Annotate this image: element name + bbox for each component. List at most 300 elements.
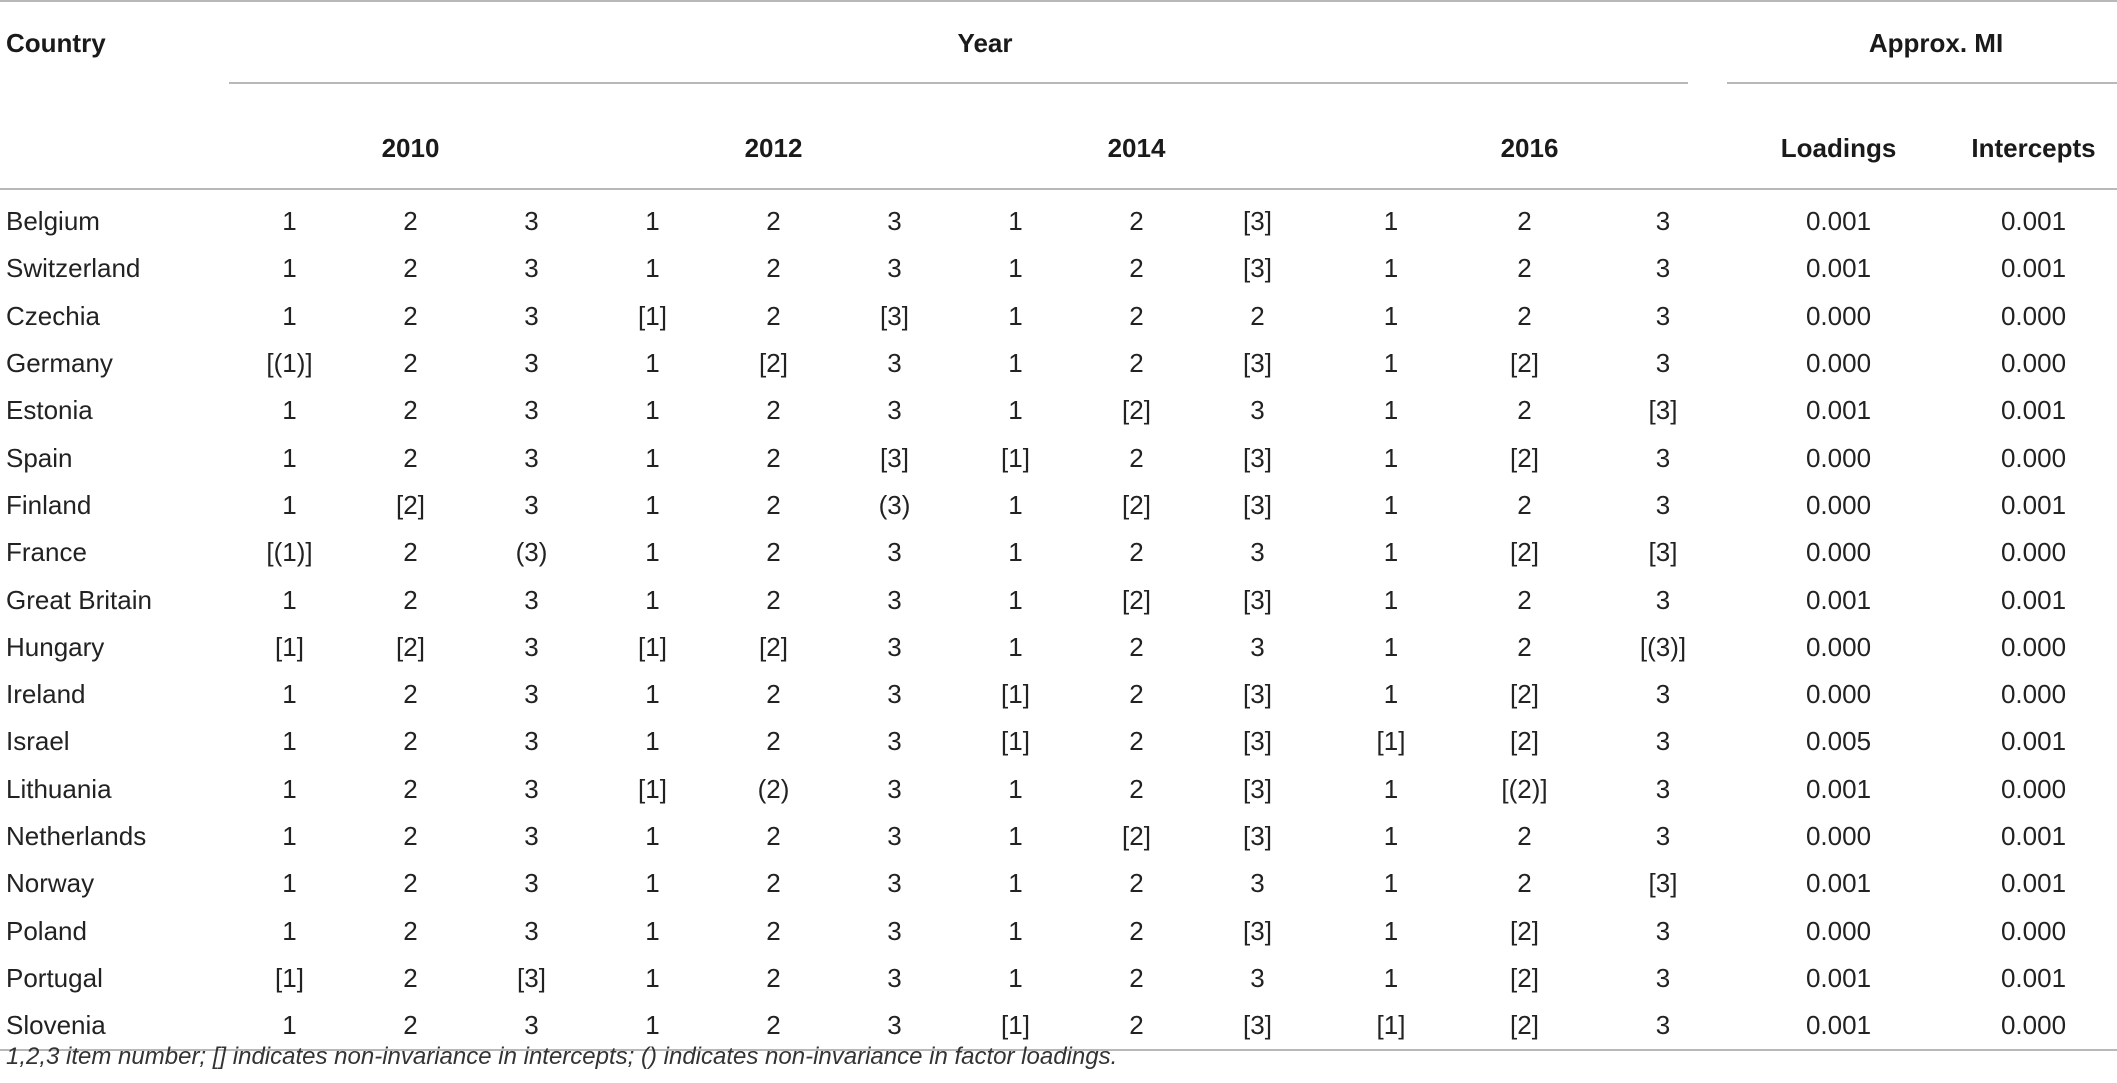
item-cell: 1 — [1383, 537, 1399, 568]
item-cell: 3 — [1655, 773, 1671, 804]
item-cell: 1 — [282, 300, 297, 331]
country-cell: Netherlands — [6, 821, 147, 851]
table-row — [0, 955, 2117, 1002]
item-cell: 1 — [645, 915, 660, 946]
item-cell: 2 — [1129, 442, 1144, 473]
country-cell: Switzerland — [6, 253, 141, 284]
loadings-cell: 0.005 — [1805, 726, 1872, 757]
item-cell: 2 — [766, 1010, 781, 1041]
item-cell: [3] — [517, 962, 546, 993]
item-cell: 1 — [282, 206, 297, 237]
table-row — [0, 245, 2117, 292]
item-cell: 1 — [282, 868, 297, 899]
item-cell: 3 — [524, 773, 539, 804]
country-cell: Ireland — [6, 679, 86, 710]
item-cell: 2 — [1129, 962, 1144, 993]
loadings-cell: 0.000 — [1805, 915, 1872, 946]
loadings-cell: 0.001 — [1805, 395, 1872, 426]
country-cell: Portugal — [6, 962, 103, 993]
item-cell: 3 — [1250, 395, 1265, 426]
item-cell: 1 — [1008, 395, 1023, 426]
country-cell: Israel — [6, 726, 70, 757]
item-cell: [2] — [1510, 726, 1539, 757]
item-cell: 2 — [1129, 868, 1144, 899]
item-cell: 1 — [1383, 679, 1399, 710]
item-cell: 2 — [403, 962, 418, 993]
item-cell: 3 — [524, 821, 539, 851]
item-cell: 2 — [766, 537, 781, 568]
item-cell: 3 — [524, 253, 539, 284]
item-cell: 1 — [282, 395, 297, 426]
item-cell: [3] — [880, 442, 909, 473]
item-cell: 2 — [403, 915, 418, 946]
item-cell: 1 — [645, 253, 660, 284]
header-row-1 — [0, 1, 2117, 108]
item-cell: 2 — [403, 679, 418, 710]
intercepts-cell: 0.000 — [2000, 300, 2067, 331]
country-cell: Estonia — [6, 395, 93, 426]
item-cell: 2 — [1129, 915, 1144, 946]
item-cell: 1 — [1383, 253, 1399, 284]
table-row — [0, 860, 2117, 907]
item-cell: 2 — [766, 726, 781, 757]
item-cell: [2] — [1510, 442, 1539, 473]
item-cell: 2 — [403, 442, 418, 473]
table-row — [0, 434, 2117, 481]
item-cell: 2 — [766, 868, 781, 899]
item-cell: 2 — [1517, 868, 1532, 899]
item-cell: 1 — [1383, 915, 1399, 946]
item-cell: 3 — [1655, 206, 1671, 237]
item-cell: 3 — [887, 348, 902, 379]
country-cell: Hungary — [6, 631, 105, 662]
item-cell: 1 — [645, 395, 660, 426]
item-cell: 3 — [1655, 300, 1671, 331]
loadings-cell: 0.001 — [1805, 773, 1872, 804]
item-cell: [2] — [1510, 962, 1539, 993]
item-cell: 2 — [1517, 395, 1532, 426]
item-cell: [3] — [1243, 253, 1272, 284]
item-cell: [3] — [1243, 348, 1272, 379]
year-2016-header: 2016 — [1500, 132, 1559, 163]
loadings-cell: 0.001 — [1805, 868, 1872, 899]
item-cell: 1 — [1383, 442, 1399, 473]
item-cell: 1 — [1383, 489, 1399, 520]
item-cell: 3 — [524, 915, 539, 946]
approx-mi-subheader-rule — [1727, 82, 2117, 84]
item-cell: [2] — [396, 489, 425, 520]
item-cell: 3 — [524, 489, 539, 520]
intercepts-cell: 0.001 — [2000, 821, 2067, 851]
item-cell: (3) — [878, 489, 911, 520]
item-cell: 1 — [282, 915, 297, 946]
table-row — [0, 766, 2117, 813]
item-cell: 2 — [766, 442, 781, 473]
item-cell: 3 — [887, 584, 902, 615]
item-cell: 2 — [1129, 773, 1144, 804]
loadings-cell: 0.000 — [1805, 348, 1872, 379]
item-cell: 1 — [282, 253, 297, 284]
item-cell: [2] — [759, 631, 788, 662]
intercepts-cell: 0.001 — [2000, 962, 2067, 993]
item-cell: [(1)] — [266, 348, 313, 379]
item-cell: 2 — [1129, 1010, 1144, 1041]
item-cell: 1 — [645, 868, 660, 899]
item-cell: [2] — [1510, 679, 1539, 710]
item-cell: [3] — [1243, 726, 1272, 757]
loadings-cell: 0.001 — [1805, 584, 1872, 615]
item-cell: 3 — [1250, 631, 1265, 662]
item-cell: [2] — [1510, 1010, 1539, 1041]
table-row — [0, 624, 2117, 671]
country-cell: Lithuania — [6, 773, 112, 804]
item-cell: 1 — [645, 726, 660, 757]
year-header: Year — [957, 28, 1013, 58]
item-cell: 3 — [887, 537, 902, 568]
item-cell: 2 — [1517, 253, 1532, 284]
country-cell: France — [6, 537, 87, 568]
table-row — [0, 387, 2117, 434]
item-cell: [(3)] — [1639, 631, 1687, 662]
item-cell: 2 — [1129, 631, 1144, 662]
loadings-cell: 0.000 — [1805, 442, 1872, 473]
item-cell: 2 — [766, 679, 781, 710]
item-cell: 1 — [1008, 348, 1023, 379]
item-cell: 3 — [1655, 489, 1671, 520]
intercepts-cell: 0.000 — [2000, 631, 2067, 662]
item-cell: 2 — [403, 1010, 418, 1041]
item-cell: 1 — [1008, 962, 1023, 993]
item-cell: 1 — [282, 1010, 297, 1041]
item-cell: 2 — [403, 773, 418, 804]
loadings-cell: 0.000 — [1805, 537, 1872, 568]
item-cell: 3 — [524, 584, 539, 615]
item-cell: [1] — [275, 962, 304, 993]
country-cell: Slovenia — [6, 1010, 106, 1041]
country-cell: Norway — [6, 868, 95, 899]
item-cell: 2 — [1517, 489, 1532, 520]
item-cell: 1 — [282, 821, 297, 851]
item-cell: 2 — [403, 206, 418, 237]
item-cell: [1] — [638, 773, 667, 804]
item-cell: [3] — [1243, 1010, 1272, 1041]
item-cell: 1 — [1008, 773, 1023, 804]
item-cell: [2] — [1122, 489, 1151, 520]
item-cell: 1 — [645, 489, 660, 520]
item-cell: 3 — [1250, 537, 1265, 568]
intercepts-cell: 0.001 — [2000, 726, 2067, 757]
item-cell: 2 — [403, 300, 418, 331]
loadings-cell: 0.000 — [1805, 489, 1872, 520]
item-cell: 3 — [524, 300, 539, 331]
table-row — [0, 529, 2117, 576]
item-cell: 1 — [645, 206, 660, 237]
year-2010-header: 2010 — [381, 132, 440, 163]
item-cell: (3) — [515, 537, 548, 568]
year-2014-header: 2014 — [1107, 132, 1166, 163]
item-cell: 1 — [1008, 631, 1023, 662]
item-cell: 3 — [887, 962, 902, 993]
loadings-cell: 0.000 — [1805, 300, 1872, 331]
item-cell: 2 — [403, 395, 418, 426]
item-cell: 2 — [403, 253, 418, 284]
item-cell: 3 — [1655, 726, 1671, 757]
intercepts-cell: 0.000 — [2000, 442, 2067, 473]
intercepts-cell: 0.000 — [2000, 1010, 2067, 1041]
loadings-cell: 0.001 — [1805, 253, 1872, 284]
item-cell: 3 — [1655, 253, 1671, 284]
intercepts-cell: 0.001 — [2000, 584, 2067, 615]
table-row — [0, 482, 2117, 529]
table-row — [0, 340, 2117, 387]
item-cell: 1 — [1008, 489, 1023, 520]
table-footnote: 1,2,3 item number; [] indicates non-invariance in intercepts; () indicates non-invariance in factor loadings. — [6, 1043, 1118, 1070]
loadings-cell: 0.000 — [1805, 631, 1872, 662]
item-cell: [2] — [1510, 537, 1539, 568]
item-cell: 2 — [1250, 300, 1265, 331]
item-cell: [2] — [1510, 348, 1539, 379]
country-cell: Great Britain — [6, 584, 152, 615]
item-cell: [2] — [1122, 395, 1151, 426]
item-cell: 2 — [1129, 253, 1144, 284]
item-cell: 2 — [1129, 679, 1144, 710]
item-cell: 3 — [1655, 442, 1671, 473]
item-cell: 2 — [766, 206, 781, 237]
item-cell: 3 — [887, 773, 902, 804]
item-cell: [1] — [1001, 1010, 1030, 1041]
item-cell: 2 — [1129, 726, 1144, 757]
item-cell: 2 — [766, 253, 781, 284]
intercepts-cell: 0.000 — [2000, 679, 2067, 710]
item-cell: [1] — [1376, 726, 1406, 757]
item-cell: 1 — [1008, 537, 1023, 568]
item-cell: 3 — [524, 348, 539, 379]
item-cell: [3] — [1243, 821, 1272, 851]
intercepts-cell: 0.001 — [2000, 395, 2067, 426]
item-cell: 3 — [887, 679, 902, 710]
item-cell: 1 — [1383, 395, 1399, 426]
table-row — [0, 293, 2117, 340]
table-row — [0, 907, 2117, 954]
item-cell: [3] — [1243, 679, 1272, 710]
item-cell: [3] — [1648, 395, 1678, 426]
item-cell: 1 — [282, 726, 297, 757]
item-cell: 1 — [282, 773, 297, 804]
item-cell: 3 — [887, 726, 902, 757]
item-cell: 2 — [403, 726, 418, 757]
table-row — [0, 813, 2117, 860]
item-cell: [3] — [1243, 206, 1272, 237]
item-cell: 1 — [282, 489, 297, 520]
item-cell: 3 — [1250, 868, 1265, 899]
loadings-cell: 0.000 — [1805, 679, 1872, 710]
item-cell: 1 — [645, 348, 660, 379]
item-cell: 2 — [766, 915, 781, 946]
item-cell: 2 — [1129, 348, 1144, 379]
country-cell: Finland — [6, 489, 92, 520]
item-cell: 1 — [645, 537, 660, 568]
item-cell: 3 — [887, 395, 902, 426]
item-cell: [3] — [1648, 868, 1678, 899]
approx-mi-header: Approx. MI — [1868, 28, 2004, 58]
item-cell: 2 — [403, 584, 418, 615]
item-cell: 3 — [1655, 821, 1671, 851]
item-cell: 2 — [1517, 300, 1532, 331]
country-cell: Poland — [6, 915, 87, 946]
item-cell: 2 — [1517, 631, 1532, 662]
item-cell: [2] — [759, 348, 788, 379]
item-cell: 1 — [645, 821, 660, 851]
item-cell: 1 — [1008, 821, 1023, 851]
intercepts-cell: 0.000 — [2000, 537, 2067, 568]
item-cell: (2) — [757, 773, 790, 804]
item-cell: [3] — [1243, 489, 1272, 520]
item-cell: 3 — [887, 1010, 902, 1041]
item-cell: 2 — [1129, 206, 1144, 237]
item-cell: 3 — [1655, 915, 1671, 946]
intercepts-cell: 0.000 — [2000, 348, 2067, 379]
item-cell: 2 — [766, 584, 781, 615]
item-cell: 3 — [524, 442, 539, 473]
item-cell: [(2)] — [1501, 773, 1548, 804]
item-cell: [1] — [638, 631, 667, 662]
table-row — [0, 718, 2117, 765]
year-subheader-rule — [229, 82, 1688, 84]
country-header: Country — [6, 28, 106, 58]
loadings-cell: 0.001 — [1805, 962, 1872, 993]
item-cell: [1] — [1001, 442, 1030, 473]
loadings-cell: 0.000 — [1805, 821, 1872, 851]
item-cell: [3] — [1243, 584, 1272, 615]
item-cell: 1 — [282, 584, 297, 615]
item-cell: 1 — [1383, 348, 1399, 379]
loadings-cell: 0.001 — [1805, 1010, 1872, 1041]
item-cell: 1 — [1008, 868, 1023, 899]
item-cell: [1] — [1001, 726, 1030, 757]
item-cell: 1 — [645, 962, 660, 993]
item-cell: 3 — [887, 868, 902, 899]
item-cell: 3 — [524, 206, 539, 237]
item-cell: 3 — [887, 631, 902, 662]
item-cell: 3 — [887, 253, 902, 284]
item-cell: 3 — [1250, 962, 1265, 993]
item-cell: 1 — [645, 1010, 660, 1041]
item-cell: 1 — [1008, 253, 1023, 284]
item-cell: 3 — [1655, 584, 1671, 615]
item-cell: 3 — [1655, 962, 1671, 993]
item-cell: 3 — [524, 395, 539, 426]
item-cell: 2 — [766, 962, 781, 993]
year-2012-header: 2012 — [744, 132, 803, 163]
table-row — [0, 189, 2117, 245]
item-cell: [3] — [1243, 442, 1272, 473]
loadings-cell: 0.001 — [1805, 206, 1872, 237]
intercepts-header: Intercepts — [1971, 132, 2096, 163]
item-cell: 3 — [1655, 348, 1671, 379]
table-row — [0, 671, 2117, 718]
intercepts-cell: 0.001 — [2000, 206, 2067, 237]
table-row — [0, 576, 2117, 623]
item-cell: [3] — [1243, 773, 1272, 804]
intercepts-cell: 0.000 — [2000, 915, 2067, 946]
item-cell: [1] — [1001, 679, 1030, 710]
item-cell: 2 — [766, 395, 781, 426]
item-cell: 1 — [282, 442, 297, 473]
country-cell: Czechia — [6, 300, 100, 331]
item-cell: 1 — [1383, 584, 1399, 615]
item-cell: [(1)] — [266, 537, 313, 568]
item-cell: 3 — [524, 868, 539, 899]
item-cell: 3 — [1655, 679, 1671, 710]
country-cell: Belgium — [6, 206, 100, 237]
item-cell: 1 — [1383, 206, 1399, 237]
item-cell: 1 — [1008, 584, 1023, 615]
item-cell: 1 — [1008, 915, 1023, 946]
item-cell: 3 — [524, 1010, 539, 1041]
item-cell: 2 — [1517, 206, 1532, 237]
intercepts-cell: 0.001 — [2000, 489, 2067, 520]
item-cell: 1 — [1383, 631, 1399, 662]
item-cell: [1] — [1376, 1010, 1406, 1041]
item-cell: 1 — [645, 442, 660, 473]
item-cell: 2 — [766, 300, 781, 331]
item-cell: 1 — [1008, 206, 1023, 237]
item-cell: 2 — [1129, 537, 1144, 568]
item-cell: 2 — [403, 868, 418, 899]
item-cell: [3] — [880, 300, 909, 331]
item-cell: 2 — [766, 821, 781, 851]
item-cell: 2 — [766, 489, 781, 520]
item-cell: 3 — [524, 631, 539, 662]
intercepts-cell: 0.001 — [2000, 868, 2067, 899]
country-cell: Spain — [6, 442, 73, 473]
item-cell: 2 — [1517, 821, 1532, 851]
item-cell: [2] — [396, 631, 425, 662]
table-body — [0, 189, 2117, 1050]
item-cell: [2] — [1122, 821, 1151, 851]
item-cell: 1 — [1383, 821, 1399, 851]
item-cell: 2 — [1129, 300, 1144, 331]
item-cell: 3 — [887, 206, 902, 237]
item-cell: 3 — [524, 679, 539, 710]
country-cell: Germany — [6, 348, 113, 379]
item-cell: 1 — [1383, 962, 1399, 993]
intercepts-cell: 0.001 — [2000, 253, 2067, 284]
item-cell: 2 — [403, 821, 418, 851]
item-cell: 1 — [282, 679, 297, 710]
intercepts-cell: 0.000 — [2000, 773, 2067, 804]
item-cell: [1] — [638, 300, 667, 331]
item-cell: [3] — [1648, 537, 1678, 568]
item-cell: 1 — [1383, 773, 1399, 804]
item-cell: 1 — [1383, 300, 1399, 331]
loadings-header: Loadings — [1780, 132, 1897, 163]
item-cell: 3 — [887, 821, 902, 851]
item-cell: 1 — [645, 584, 660, 615]
header-row-2 — [0, 108, 2117, 189]
item-cell: 2 — [403, 348, 418, 379]
item-cell: [1] — [275, 631, 304, 662]
item-cell: 1 — [645, 679, 660, 710]
item-cell: 1 — [1008, 300, 1023, 331]
item-cell: 2 — [1517, 584, 1532, 615]
item-cell: 3 — [1655, 1010, 1671, 1041]
item-cell: 1 — [1383, 868, 1399, 899]
item-cell: [3] — [1243, 915, 1272, 946]
item-cell: 3 — [887, 915, 902, 946]
item-cell: [2] — [1510, 915, 1539, 946]
item-cell: 3 — [524, 726, 539, 757]
